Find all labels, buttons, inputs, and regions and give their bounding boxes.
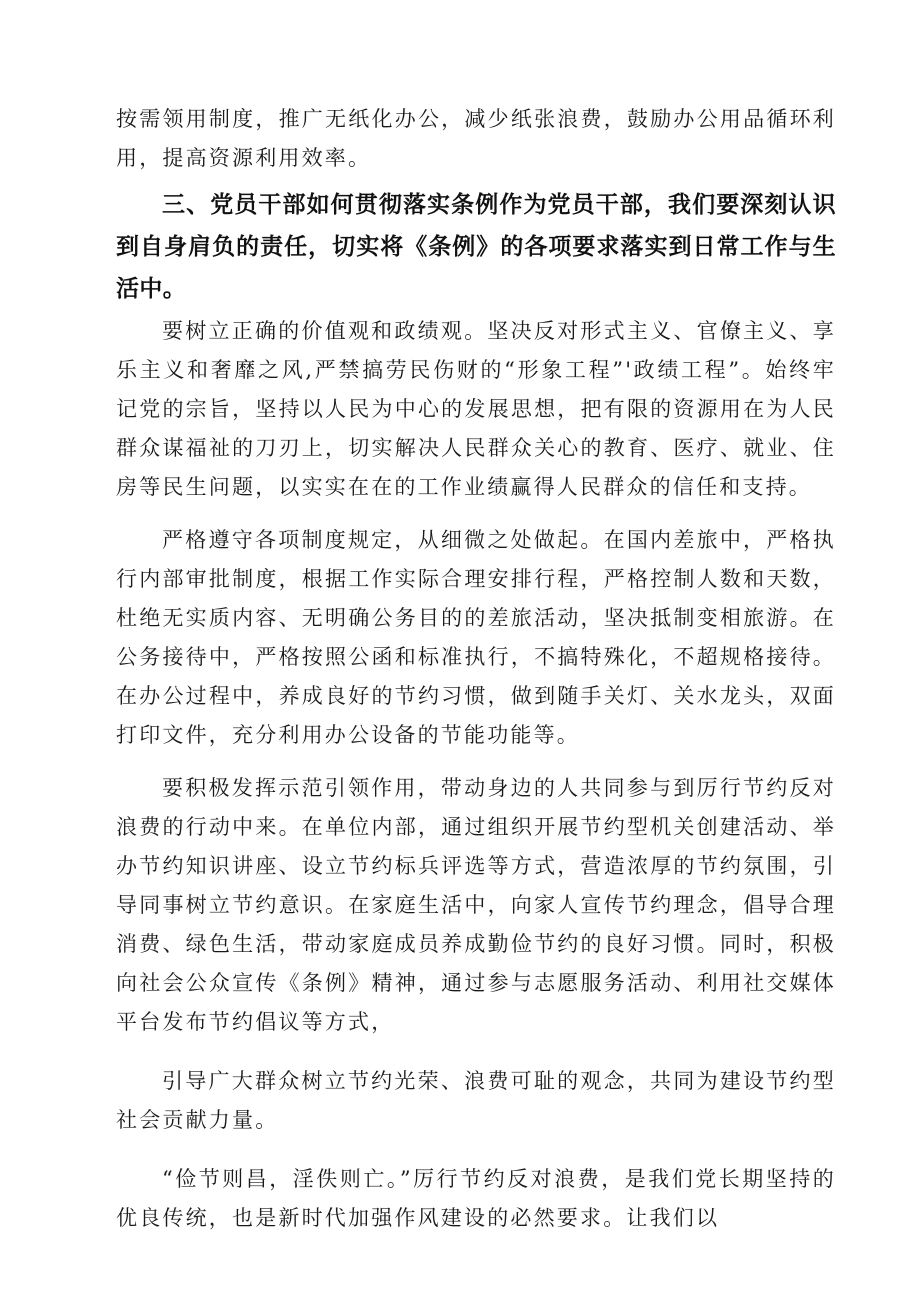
paragraph-closing: “俭节则昌，淫佚则亡。”厉行节约反对浪费，是我们党长期坚持的优良传统，也是新时代加强作风建设的必然要求。让我们以	[116, 1167, 836, 1230]
paragraph-values: 要树立正确的价值观和政绩观。坚决反对形式主义、官僚主义、享乐主义和奢靡之风,严禁搞劳民伤财的“形象工程”'政绩工程”。始终牢记党的宗旨，坚持以人民为中心的发展思想，把有限的资源用在为人民群众谋福祉的刀刃上，切实解决人民群众关心的教育、医疗、就业、住房等民生问题，以实实在在的工作业绩赢得人民群众的信任和支持。	[116, 319, 836, 499]
document-page	[116, 100, 836, 1238]
paragraph-guidance: 引导广大群众树立节约光荣、浪费可耻的观念，共同为建设节约型社会贡献力量。	[116, 1069, 836, 1132]
paragraph-example: 要积极发挥示范引领作用，带动身边的人共同参与到厉行节约反对浪费的行动中来。在单位内部，通过组织开展节约型机关创建活动、举办节约知识讲座、设立节约标兵评选等方式，营造浓厚的节约氛围，引导同事树立节约意识。在家庭生活中，向家人宣传节约理念，倡导合理消费、绿色生活，带动家庭成员养成勤俭节约的良好习惯。同时，积极向社会公众宣传《条例》精神，通过参与志愿服务活动、利用社交媒体平台发布节约倡议等方式，	[116, 776, 836, 1034]
section-heading-three: 三、党员干部如何贯彻落实条例作为党员干部，我们要深刻认识到自身肩负的责任，切实将《条例》的各项要求落实到日常工作与生活中。	[116, 192, 836, 302]
paragraph-rules: 严格遵守各项制度规定，从细微之处做起。在国内差旅中，严格执行内部审批制度，根据工作实际合理安排行程，严格控制人数和天数，杜绝无实质内容、无明确公务目的的差旅活动，坚决抵制变相旅游。在公务接待中，严格按照公函和标准执行，不搞特殊化，不超规格接待。在办公过程中，养成良好的节约习惯，做到随手关灯、关水龙头，双面打印文件，充分利用办公设备的节能功能等。	[116, 528, 836, 747]
paragraph-resource-use: 按需领用制度，推广无纸化办公，减少纸张浪费，鼓励办公用品循环利用，提高资源利用效率。	[116, 107, 836, 170]
